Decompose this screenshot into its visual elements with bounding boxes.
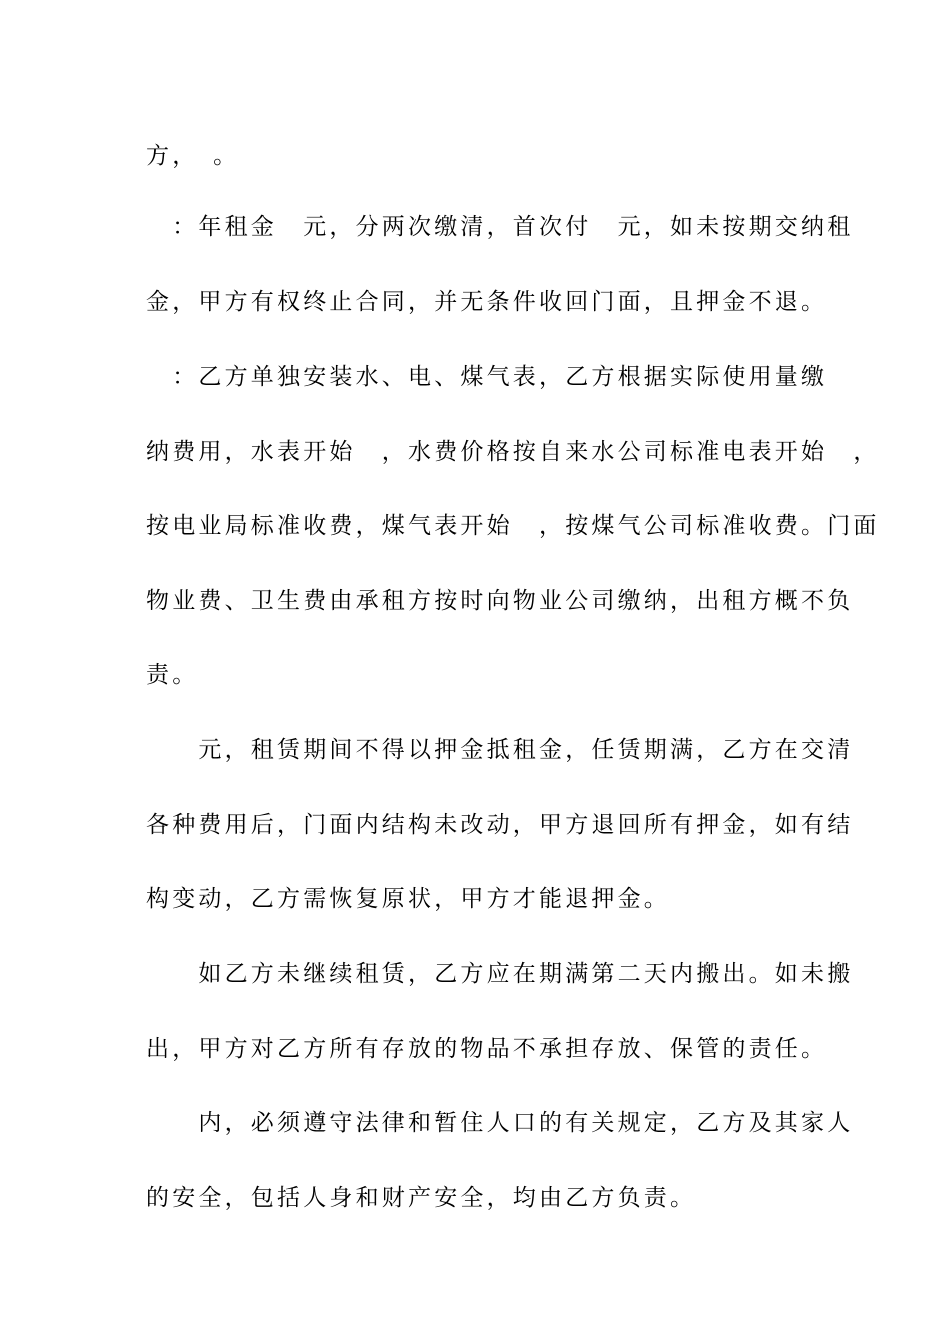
text-line: 责。 (146, 662, 199, 688)
text-line: ：乙方单独安装水、电、煤气表，乙方根据实际使用量缴 (146, 364, 828, 390)
text-line: 纳费用，水表开始 ，水费价格按自来水公司标准电表开始 ， (146, 439, 880, 465)
text-line: 出，甲方对乙方所有存放的物品不承担存放、保管的责任。 (146, 1036, 828, 1062)
text-line: 物业费、卫生费由承租方按时向物业公司缴纳，出租方概不负 (146, 588, 854, 614)
text-line: 元，租赁期间不得以押金抵租金，任赁期满，乙方在交清 (146, 737, 854, 763)
text-line: 的安全，包括人身和财产安全，均由乙方负责。 (146, 1185, 697, 1211)
text-line: 各种费用后，门面内结构未改动，甲方退回所有押金，如有结 (146, 812, 854, 838)
text-line: 金，甲方有权终止合同，并无条件收回门面，且押金不退。 (146, 289, 828, 315)
text-line: 内，必须遵守法律和暂住人口的有关规定，乙方及其家人 (146, 1110, 854, 1136)
text-line: 按电业局标准收费，煤气表开始 ，按煤气公司标准收费。门面 (146, 513, 880, 539)
text-line: 构变动，乙方需恢复原状，甲方才能退押金。 (146, 886, 670, 912)
text-line: ：年租金 元，分两次缴清，首次付 元，如未按期交纳租 (146, 214, 854, 240)
text-line: 方， 。 (146, 143, 240, 169)
text-line: 如乙方未继续租赁，乙方应在期满第二天内搬出。如未搬 (146, 961, 854, 987)
